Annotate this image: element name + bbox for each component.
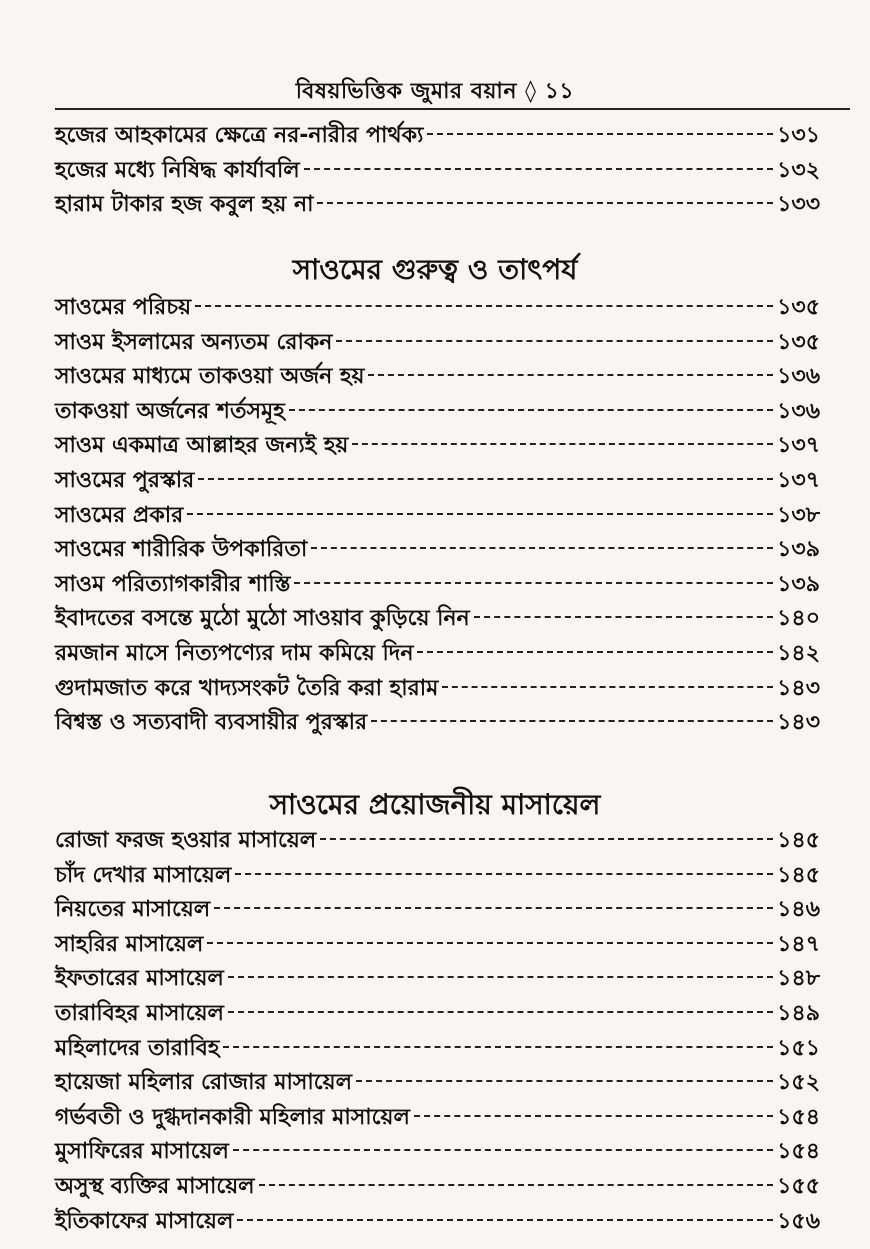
toc-dot-leader xyxy=(320,838,773,840)
toc-entry xyxy=(55,1134,820,1169)
toc-entry-page-number: ১৪০ xyxy=(777,606,820,632)
toc-entry-page-number: ১৫৬ xyxy=(777,1208,820,1234)
toc-entry-title: সাওম একমাত্র আল্লাহর জন্যই হয় xyxy=(55,433,349,459)
toc-dot-leader xyxy=(352,443,773,445)
toc-entry xyxy=(55,290,820,325)
toc-dot-leader xyxy=(336,340,773,342)
toc-entry-page-number: ১৩১ xyxy=(777,123,820,148)
toc-entry-title: গর্ভবতী ও দুগ্ধদানকারী মহিলার মাসায়েল xyxy=(55,1104,410,1130)
toc-entry xyxy=(55,187,820,222)
toc-entry-title: তারাবিহর মাসায়েল xyxy=(55,1000,224,1026)
toc-entry-page-number: ১৪৫ xyxy=(777,828,820,853)
toc-list-top xyxy=(55,118,820,222)
toc-entry-page-number: ১৪৯ xyxy=(777,1000,820,1026)
toc-entry-page-number: ১৩২ xyxy=(777,157,820,183)
toc-entry-page-number: ১৫১ xyxy=(777,1035,820,1061)
toc-entry xyxy=(55,1100,820,1135)
toc-dot-leader xyxy=(198,478,773,480)
toc-entry-title: তাকওয়া অর্জনের শর্তসমূহ xyxy=(55,398,285,424)
toc-dot-leader xyxy=(233,1149,773,1151)
toc-entry-title: সাওমের পরিচয় xyxy=(55,295,192,320)
toc-entry-page-number: ১৫৪ xyxy=(777,1139,820,1165)
toc-dot-leader xyxy=(417,651,773,653)
toc-entry-page-number: ১৪৬ xyxy=(777,897,820,923)
toc-list-section-2 xyxy=(55,823,820,1238)
toc-dot-leader xyxy=(356,1080,773,1082)
toc-entry xyxy=(55,118,820,153)
toc-entry-page-number: ১৫৫ xyxy=(777,1173,820,1199)
toc-dot-leader xyxy=(228,1011,773,1013)
toc-entry-title: অসুস্থ ব্যক্তির মাসায়েল xyxy=(55,1173,255,1199)
toc-entry xyxy=(55,996,820,1031)
toc-entry xyxy=(55,601,820,636)
toc-dot-leader xyxy=(228,976,773,978)
toc-dot-leader xyxy=(223,1046,773,1048)
toc-entry xyxy=(55,636,820,671)
toc-entry-page-number: ১৩৬ xyxy=(777,398,820,424)
toc-entry-page-number: ১৩৭ xyxy=(777,467,820,493)
toc-entry-page-number: ১৪৫ xyxy=(777,862,820,888)
toc-entry-title: হজের আহকামের ক্ষেত্রে নর-নারীর পার্থক্য xyxy=(55,123,424,148)
toc-entry-page-number: ১৩৩ xyxy=(777,192,820,218)
toc-entry xyxy=(55,532,820,567)
toc-entry xyxy=(55,927,820,962)
toc-entry-title: সাওমের মাধ্যমে তাকওয়া অর্জন হয় xyxy=(55,364,365,390)
toc-entry-title: রোজা ফরজ হওয়ার মাসায়েল xyxy=(55,828,317,853)
toc-dot-leader xyxy=(289,409,773,411)
running-head: বিষয়ভিত্তিক জুমার বয়ান ◊ ১১ xyxy=(295,79,575,104)
toc-entry xyxy=(55,498,820,533)
toc-entry xyxy=(55,428,820,463)
toc-entry-title: হায়েজা মহিলার রোজার মাসায়েল xyxy=(55,1070,352,1096)
toc-dot-leader xyxy=(195,305,773,307)
toc-entry-page-number: ১৪৩ xyxy=(777,675,820,701)
toc-entry xyxy=(55,1031,820,1066)
toc-entry xyxy=(55,858,820,893)
toc-entry-title: নিয়তের মাসায়েল xyxy=(55,897,211,923)
toc-dot-leader xyxy=(304,168,773,170)
toc-entry-page-number: ১৩৮ xyxy=(777,502,820,528)
toc-dot-leader xyxy=(368,374,773,376)
toc-entry-title: সাওমের শারীরিক উপকারিতা xyxy=(55,537,308,563)
toc-entry-page-number: ১৪৩ xyxy=(777,710,820,736)
toc-entry-title: হারাম টাকার হজ কবুল হয় না xyxy=(55,192,314,218)
toc-entry-page-number: ১৪২ xyxy=(777,640,820,666)
toc-entry xyxy=(55,961,820,996)
toc-entry xyxy=(55,463,820,498)
toc-entry xyxy=(55,153,820,188)
toc-entry xyxy=(55,1065,820,1100)
toc-entry xyxy=(55,705,820,740)
toc-dot-leader xyxy=(294,582,773,584)
toc-dot-leader xyxy=(427,133,773,135)
toc-dot-leader xyxy=(187,513,773,515)
toc-entry-title: বিশ্বস্ত ও সত্যবাদী ব্যবসায়ীর পুরস্কার xyxy=(55,710,368,736)
toc-dot-leader xyxy=(207,942,773,944)
toc-dot-leader xyxy=(317,202,773,204)
toc-entry-page-number: ১৫২ xyxy=(777,1070,820,1096)
section-heading-2: সাওমের প্রয়োজনীয় মাসায়েল xyxy=(269,788,601,821)
toc-entry-title: ইবাদতের বসন্তে মুঠো মুঠো সাওয়াব কুড়িয়ে নিন xyxy=(55,606,470,632)
toc-entry-title: মহিলাদের তারাবিহ xyxy=(55,1035,220,1061)
toc-list-section-1 xyxy=(55,290,820,740)
toc-entry xyxy=(55,1169,820,1204)
toc-entry-page-number: ১৩৯ xyxy=(777,571,820,597)
toc-entry-title: রমজান মাসে নিত্যপণ্যের দাম কমিয়ে দিন xyxy=(55,640,414,666)
toc-entry xyxy=(55,671,820,706)
toc-entry xyxy=(55,394,820,429)
toc-entry-page-number: ১৪৭ xyxy=(777,931,820,957)
toc-entry-page-number: ১৩৯ xyxy=(777,537,820,563)
toc-entry-page-number: ১৩৫ xyxy=(777,295,820,320)
toc-entry-title: হজের মধ্যে নিষিদ্ধ কার্যাবলি xyxy=(55,157,300,183)
toc-entry-title: চাঁদ দেখার মাসায়েল xyxy=(55,862,232,888)
toc-dot-leader xyxy=(237,1219,773,1221)
toc-entry xyxy=(55,567,820,602)
toc-entry-page-number: ১৩৭ xyxy=(777,433,820,459)
header-rule xyxy=(55,108,850,110)
toc-entry-page-number: ১৫৪ xyxy=(777,1104,820,1130)
toc-entry xyxy=(55,892,820,927)
toc-entry-title: সাওমের প্রকার xyxy=(55,502,184,528)
toc-entry xyxy=(55,1204,820,1239)
toc-entry-title: সাহরির মাসায়েল xyxy=(55,931,204,957)
toc-dot-leader xyxy=(371,720,773,722)
toc-dot-leader xyxy=(235,873,773,875)
toc-dot-leader xyxy=(311,547,773,549)
toc-dot-leader xyxy=(474,616,774,618)
toc-entry-page-number: ১৩৫ xyxy=(777,329,820,355)
toc-dot-leader xyxy=(414,1115,773,1117)
toc-entry-title: সাওমের পুরস্কার xyxy=(55,467,195,493)
toc-entry-title: সাওম ইসলামের অন্যতম রোকন xyxy=(55,329,333,355)
toc-entry-title: গুদামজাত করে খাদ্যসংকট তৈরি করা হারাম xyxy=(55,675,439,701)
toc-entry-title: ইফতারের মাসায়েল xyxy=(55,966,224,992)
toc-dot-leader xyxy=(259,1184,774,1186)
toc-entry-page-number: ১৪৮ xyxy=(777,966,820,992)
toc-entry-title: ইতিকাফের মাসায়েল xyxy=(55,1208,234,1234)
toc-entry xyxy=(55,823,820,858)
toc-dot-leader xyxy=(442,686,773,688)
toc-entry-title: মুসাফিরের মাসায়েল xyxy=(55,1139,229,1165)
toc-entry xyxy=(55,325,820,360)
toc-entry-page-number: ১৩৬ xyxy=(777,364,820,390)
toc-entry-title: সাওম পরিত্যাগকারীর শাস্তি xyxy=(55,571,291,597)
toc-entry xyxy=(55,359,820,394)
toc-dot-leader xyxy=(214,907,773,909)
section-heading-1: সাওমের গুরুত্ব ও তাৎপর্য xyxy=(292,253,578,286)
